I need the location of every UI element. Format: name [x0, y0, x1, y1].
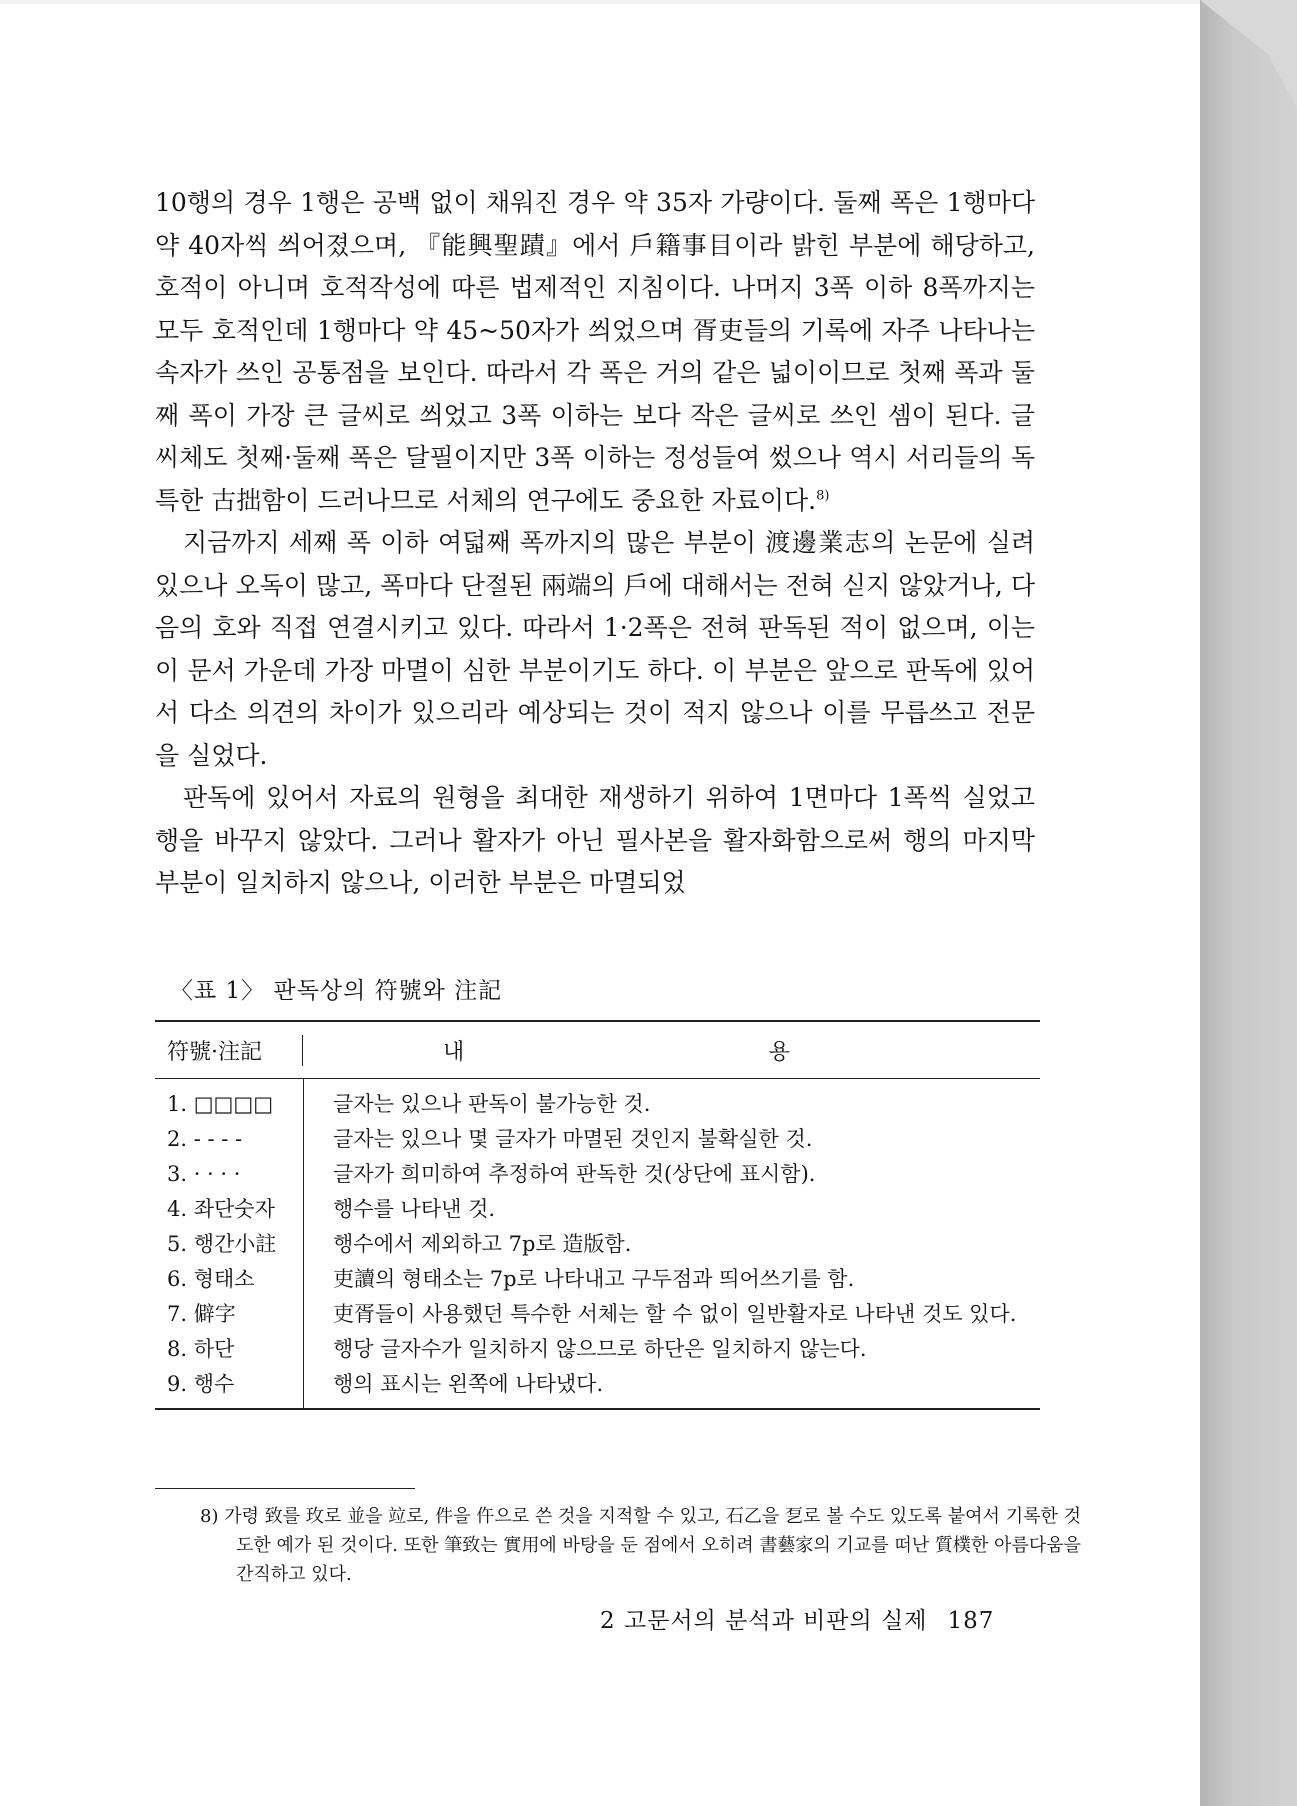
- row-mark: 2. - - - -: [167, 1127, 243, 1151]
- column-divider: [303, 1079, 304, 1408]
- table-row: [155, 1087, 1040, 1122]
- page-footer: [600, 1602, 994, 1635]
- table-row: [155, 1367, 1040, 1402]
- header-content: [303, 1035, 1040, 1066]
- table-row: [155, 1297, 1040, 1332]
- row-mark: 9. 행수: [167, 1372, 235, 1396]
- row-mark: 3. · · · ·: [167, 1162, 241, 1186]
- footnote-rule: [155, 1488, 415, 1489]
- row-content: 행수에서 제외하고 7p로 造版함.: [333, 1232, 632, 1256]
- row-content: 행당 글자수가 일치하지 않으므로 하단은 일치하지 않는다.: [333, 1337, 867, 1361]
- page-number: 187: [947, 1608, 995, 1634]
- table-row: [155, 1157, 1040, 1192]
- row-content: 글자가 희미하여 추정하여 판독한 것(상단에 표시함).: [333, 1162, 816, 1186]
- page-top-edge: [0, 0, 1200, 4]
- header-symbols: 符號·注記: [155, 1035, 303, 1066]
- running-title: 2 고문서의 분석과 비판의 실제: [600, 1608, 928, 1634]
- book-page-edge: [1200, 0, 1297, 1806]
- header-content-a: 내: [443, 1039, 465, 1065]
- row-content: 글자는 있으나 판독이 불가능한 것.: [333, 1092, 651, 1116]
- row-content: 吏胥들이 사용했던 특수한 서체는 할 수 없이 일반활자로 나타낸 것도 있다.: [333, 1302, 1017, 1326]
- paragraph-1-text: 10행의 경우 1행은 공백 없이 채워진 경우 약 35자 가량이다. 둘째 폭은 1행마다 약 40자씩 씌어졌으며, 『能興聖蹟』에서 戶籍事目이라 밝힌 부분에 해당하고, 호적이 아니며 호적작성에 따른 법제적인 지침이다. 나머지 3폭 이하 8폭까지는 모두 호적인데 1행마다 약 45~50자가 씌었으며 胥吏들의 기록에 자주 나타나는 속자가 쓰인 공통점을 보인다. 따라서 각 폭은 거의 같은 넓이이므로 첫째 폭과 둘째 폭이 가장 큰 글씨로 씌었고 3폭 이하는 보다 작은 글씨로 쓰인 셈이 된다. 글씨체도 첫째·둘째 폭은 달필이지만 3폭 이하는 정성들여 썼으나 역시 서리들의 독특한 古拙함이 드러나므로 서체의 연구에도 중요한 자료이다.: [155, 188, 1035, 515]
- table-row: [155, 1227, 1040, 1262]
- table-caption: 〈표 1〉 판독상의 符號와 注記: [170, 978, 503, 1004]
- paragraph-2: 지금까지 세째 폭 이하 여덟째 폭까지의 많은 부분이 渡邊業志의 논문에 실려 있으나 오독이 많고, 폭마다 단절된 兩端의 戶에 대해서는 전혀 싣지 않았거나, 다음의 호와 직접 연결시키고 있다. 따라서 1·2폭은 전혀 판독된 적이 없으며, 이는 이 문서 가운데 가장 마멸이 심한 부분이기도 하다. 이 부분은 앞으로 판독에 있어서 다소 의견의 차이가 있으리라 예상되는 것이 적지 않으나 이를 무릅쓰고 전문을 실었다.: [155, 528, 1035, 770]
- row-mark: 5. 행간小註: [167, 1232, 277, 1256]
- paragraph-3: 판독에 있어서 자료의 원형을 최대한 재생하기 위하여 1면마다 1폭씩 실었고 행을 바꾸지 않았다. 그러나 활자가 아닌 필사본을 활자화함으로써 행의 마지막 부분이 일치하지 않으나, 이러한 부분은 마멸되었: [155, 783, 1035, 897]
- row-content: 행의 표시는 왼쪽에 나타냈다.: [333, 1372, 604, 1396]
- footnote-8: 8) 가령 致를 玫로 並을 竝로, 件을 仵으로 쓴 것을 지적할 수 있고, 石乙을 乭로 볼 수도 있도록 붙여서 기록한 것도한 예가 된 것이다. 또한 筆致는 實用에 바탕을 둔 점에서 오히려 書藝家의 기교를 떠난 質樸한 아름다움을 간직하고 있다.: [200, 1506, 1081, 1585]
- row-content: 글자는 있으나 몇 글자가 마멸된 것인지 불확실한 것.: [333, 1127, 813, 1151]
- table-header: [155, 1022, 1040, 1079]
- table-row: [155, 1192, 1040, 1227]
- row-mark: 1. □□□□: [167, 1092, 274, 1116]
- row-content: 행수를 나타낸 것.: [333, 1197, 496, 1221]
- paragraph-1: [155, 182, 1035, 522]
- body-text: [155, 182, 1035, 905]
- symbols-table: [155, 1020, 1040, 1410]
- row-mark: 7. 僻字: [167, 1302, 236, 1326]
- table-row: [155, 1122, 1040, 1157]
- table-body: [155, 1079, 1040, 1408]
- table-row: [155, 1262, 1040, 1297]
- row-mark: 4. 좌단숫자: [167, 1197, 275, 1221]
- table-row: [155, 1332, 1040, 1367]
- footnote-reference[interactable]: 8): [816, 488, 830, 504]
- row-mark: 8. 하단: [167, 1337, 235, 1361]
- row-mark: 6. 형태소: [167, 1267, 255, 1291]
- row-content: 吏讀의 형태소는 7p로 나타내고 구두점과 띄어쓰기를 함.: [333, 1267, 855, 1291]
- header-content-b: 용: [768, 1039, 790, 1065]
